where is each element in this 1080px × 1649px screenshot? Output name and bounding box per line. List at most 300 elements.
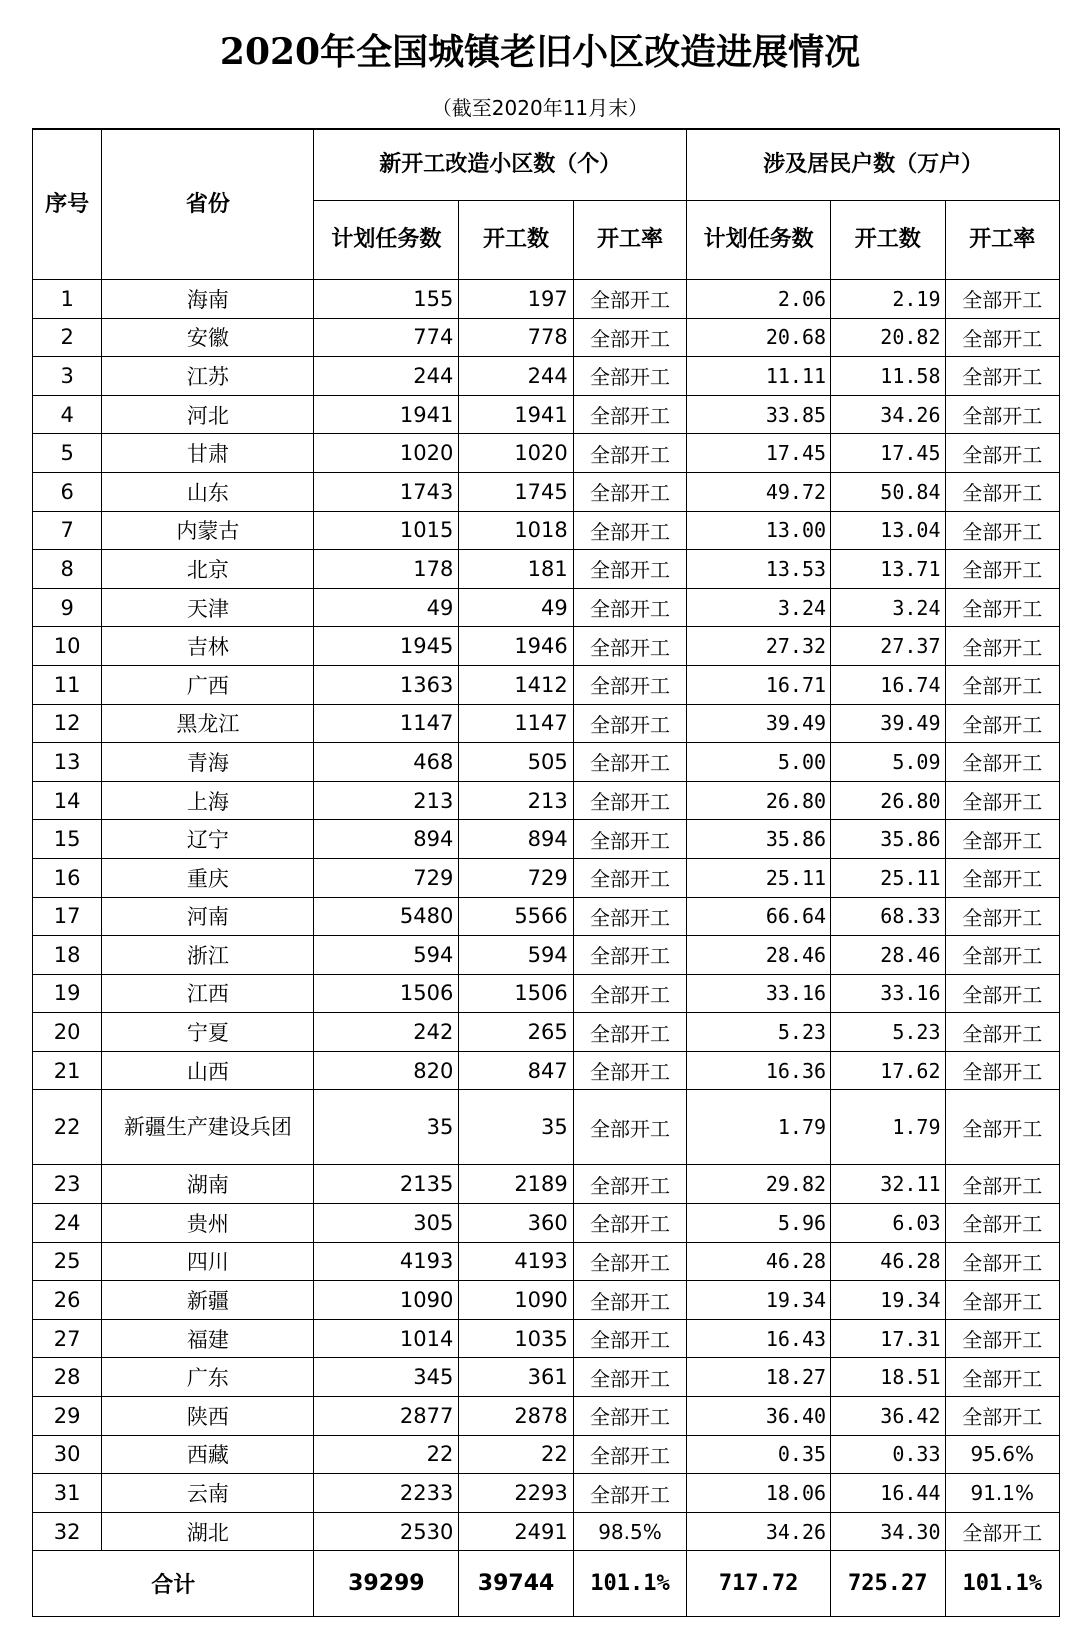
table-row xyxy=(33,820,1060,859)
cell-households-plan: 5.96 xyxy=(687,1204,831,1243)
cell-households-started: 36.42 xyxy=(831,1397,945,1436)
cell-households-rate: 全部开工 xyxy=(945,897,1060,936)
cell-communities-rate: 全部开工 xyxy=(573,280,686,319)
cell-communities-started: 1946 xyxy=(459,627,573,666)
table-body xyxy=(33,280,1060,1551)
cell-households-plan: 46.28 xyxy=(687,1242,831,1281)
cell-households-plan: 11.11 xyxy=(687,357,831,396)
table-row xyxy=(33,974,1060,1013)
total-communities-plan: 39299 xyxy=(314,1551,459,1617)
cell-index: 6 xyxy=(33,472,102,511)
cell-households-started: 26.80 xyxy=(831,781,945,820)
cell-households-plan: 1.79 xyxy=(687,1090,831,1165)
table-row xyxy=(33,781,1060,820)
cell-communities-started: 2491 xyxy=(459,1512,573,1551)
cell-communities-rate: 全部开工 xyxy=(573,897,686,936)
table-row xyxy=(33,1512,1060,1551)
cell-communities-rate: 全部开工 xyxy=(573,395,686,434)
cell-communities-rate: 全部开工 xyxy=(573,936,686,975)
cell-households-rate: 全部开工 xyxy=(945,588,1060,627)
cell-province: 陕西 xyxy=(102,1397,314,1436)
cell-province: 浙江 xyxy=(102,936,314,975)
cell-communities-started: 197 xyxy=(459,280,573,319)
cell-households-rate: 91.1% xyxy=(945,1474,1060,1513)
header-households-started: 开工数 xyxy=(831,201,945,280)
cell-households-rate: 全部开工 xyxy=(945,936,1060,975)
table-row xyxy=(33,318,1060,357)
cell-communities-rate: 全部开工 xyxy=(573,1013,686,1052)
table-row xyxy=(33,1474,1060,1513)
cell-households-plan: 16.36 xyxy=(687,1051,831,1090)
cell-communities-plan: 468 xyxy=(314,743,459,782)
cell-index: 11 xyxy=(33,665,102,704)
cell-communities-started: 2878 xyxy=(459,1397,573,1436)
cell-households-plan: 0.35 xyxy=(687,1435,831,1474)
cell-households-plan: 66.64 xyxy=(687,897,831,936)
cell-households-started: 17.45 xyxy=(831,434,945,473)
cell-index: 19 xyxy=(33,974,102,1013)
total-label: 合计 xyxy=(33,1551,314,1617)
total-households-plan: 717.72 xyxy=(687,1551,831,1617)
cell-index: 15 xyxy=(33,820,102,859)
cell-province: 天津 xyxy=(102,588,314,627)
table-row xyxy=(33,511,1060,550)
table-row xyxy=(33,1090,1060,1165)
cell-index: 16 xyxy=(33,858,102,897)
cell-index: 7 xyxy=(33,511,102,550)
cell-communities-started: 1090 xyxy=(459,1281,573,1320)
cell-index: 18 xyxy=(33,936,102,975)
cell-communities-plan: 2135 xyxy=(314,1165,459,1204)
cell-index: 10 xyxy=(33,627,102,666)
cell-households-plan: 33.85 xyxy=(687,395,831,434)
cell-households-plan: 18.06 xyxy=(687,1474,831,1513)
cell-index: 23 xyxy=(33,1165,102,1204)
table-row xyxy=(33,472,1060,511)
cell-households-started: 0.33 xyxy=(831,1435,945,1474)
cell-households-started: 32.11 xyxy=(831,1165,945,1204)
cell-households-started: 50.84 xyxy=(831,472,945,511)
table-row xyxy=(33,1319,1060,1358)
cell-communities-started: 2189 xyxy=(459,1165,573,1204)
cell-households-started: 5.09 xyxy=(831,743,945,782)
cell-households-rate: 全部开工 xyxy=(945,1013,1060,1052)
cell-communities-plan: 1020 xyxy=(314,434,459,473)
cell-province: 黑龙江 xyxy=(102,704,314,743)
table-row xyxy=(33,704,1060,743)
cell-communities-started: 22 xyxy=(459,1435,573,1474)
cell-households-rate: 全部开工 xyxy=(945,472,1060,511)
cell-province: 青海 xyxy=(102,743,314,782)
cell-communities-started: 1147 xyxy=(459,704,573,743)
cell-communities-plan: 244 xyxy=(314,357,459,396)
cell-communities-started: 1020 xyxy=(459,434,573,473)
cell-communities-plan: 242 xyxy=(314,1013,459,1052)
cell-households-rate: 全部开工 xyxy=(945,395,1060,434)
cell-households-plan: 27.32 xyxy=(687,627,831,666)
cell-index: 3 xyxy=(33,357,102,396)
table-row xyxy=(33,1397,1060,1436)
cell-households-plan: 29.82 xyxy=(687,1165,831,1204)
cell-communities-rate: 全部开工 xyxy=(573,588,686,627)
cell-households-rate: 全部开工 xyxy=(945,1051,1060,1090)
cell-province: 山东 xyxy=(102,472,314,511)
cell-households-started: 35.86 xyxy=(831,820,945,859)
cell-households-plan: 26.80 xyxy=(687,781,831,820)
cell-households-plan: 28.46 xyxy=(687,936,831,975)
cell-index: 5 xyxy=(33,434,102,473)
table-row xyxy=(33,1013,1060,1052)
cell-households-started: 13.71 xyxy=(831,550,945,589)
cell-communities-started: 894 xyxy=(459,820,573,859)
header-index: 序号 xyxy=(33,129,102,280)
cell-communities-rate: 全部开工 xyxy=(573,1204,686,1243)
cell-communities-rate: 全部开工 xyxy=(573,627,686,666)
cell-households-rate: 全部开工 xyxy=(945,1204,1060,1243)
cell-communities-plan: 894 xyxy=(314,820,459,859)
cell-province: 西藏 xyxy=(102,1435,314,1474)
cell-province: 海南 xyxy=(102,280,314,319)
cell-index: 21 xyxy=(33,1051,102,1090)
header-households-plan: 计划任务数 xyxy=(687,201,831,280)
cell-households-started: 19.34 xyxy=(831,1281,945,1320)
cell-index: 8 xyxy=(33,550,102,589)
cell-province: 贵州 xyxy=(102,1204,314,1243)
cell-province: 云南 xyxy=(102,1474,314,1513)
cell-communities-started: 1506 xyxy=(459,974,573,1013)
cell-households-rate: 全部开工 xyxy=(945,858,1060,897)
cell-communities-started: 49 xyxy=(459,588,573,627)
cell-households-started: 5.23 xyxy=(831,1013,945,1052)
cell-households-rate: 全部开工 xyxy=(945,820,1060,859)
cell-households-plan: 39.49 xyxy=(687,704,831,743)
cell-index: 24 xyxy=(33,1204,102,1243)
cell-households-started: 18.51 xyxy=(831,1358,945,1397)
cell-households-rate: 全部开工 xyxy=(945,434,1060,473)
cell-province: 福建 xyxy=(102,1319,314,1358)
cell-households-rate: 全部开工 xyxy=(945,743,1060,782)
header-group-communities: 新开工改造小区数（个） xyxy=(314,129,687,201)
cell-communities-started: 1035 xyxy=(459,1319,573,1358)
cell-households-started: 20.82 xyxy=(831,318,945,357)
cell-households-rate: 95.6% xyxy=(945,1435,1060,1474)
total-households-rate: 101.1% xyxy=(945,1551,1060,1617)
cell-province: 河南 xyxy=(102,897,314,936)
cell-communities-plan: 1090 xyxy=(314,1281,459,1320)
table-row xyxy=(33,1242,1060,1281)
cell-index: 9 xyxy=(33,588,102,627)
page-title: 2020年全国城镇老旧小区改造进展情况 xyxy=(219,31,861,73)
cell-communities-plan: 49 xyxy=(314,588,459,627)
cell-households-rate: 全部开工 xyxy=(945,511,1060,550)
cell-communities-started: 35 xyxy=(459,1090,573,1165)
cell-households-started: 33.16 xyxy=(831,974,945,1013)
cell-communities-plan: 729 xyxy=(314,858,459,897)
cell-communities-started: 181 xyxy=(459,550,573,589)
cell-communities-rate: 全部开工 xyxy=(573,1090,686,1165)
cell-communities-rate: 全部开工 xyxy=(573,858,686,897)
cell-communities-plan: 1941 xyxy=(314,395,459,434)
header-communities-started: 开工数 xyxy=(459,201,573,280)
cell-index: 2 xyxy=(33,318,102,357)
cell-communities-started: 265 xyxy=(459,1013,573,1052)
cell-households-plan: 17.45 xyxy=(687,434,831,473)
cell-households-started: 2.19 xyxy=(831,280,945,319)
cell-province: 新疆生产建设兵团 xyxy=(102,1090,314,1165)
table-row xyxy=(33,897,1060,936)
cell-communities-started: 778 xyxy=(459,318,573,357)
cell-province: 河北 xyxy=(102,395,314,434)
cell-communities-started: 729 xyxy=(459,858,573,897)
table-row xyxy=(33,1204,1060,1243)
cell-index: 27 xyxy=(33,1319,102,1358)
cell-province: 安徽 xyxy=(102,318,314,357)
cell-communities-plan: 2233 xyxy=(314,1474,459,1513)
cell-province: 宁夏 xyxy=(102,1013,314,1052)
cell-index: 12 xyxy=(33,704,102,743)
table-row xyxy=(33,858,1060,897)
cell-communities-plan: 1945 xyxy=(314,627,459,666)
cell-province: 湖南 xyxy=(102,1165,314,1204)
cell-households-plan: 13.00 xyxy=(687,511,831,550)
cell-communities-started: 594 xyxy=(459,936,573,975)
cell-households-rate: 全部开工 xyxy=(945,781,1060,820)
cell-province: 四川 xyxy=(102,1242,314,1281)
cell-province: 上海 xyxy=(102,781,314,820)
cell-communities-plan: 774 xyxy=(314,318,459,357)
cell-households-started: 17.31 xyxy=(831,1319,945,1358)
cell-communities-started: 360 xyxy=(459,1204,573,1243)
cell-households-rate: 全部开工 xyxy=(945,280,1060,319)
cell-households-plan: 19.34 xyxy=(687,1281,831,1320)
progress-table xyxy=(32,128,1060,1617)
cell-communities-plan: 35 xyxy=(314,1090,459,1165)
header-communities-rate: 开工率 xyxy=(573,201,686,280)
cell-communities-plan: 178 xyxy=(314,550,459,589)
cell-households-rate: 全部开工 xyxy=(945,550,1060,589)
cell-communities-started: 1018 xyxy=(459,511,573,550)
header-communities-plan: 计划任务数 xyxy=(314,201,459,280)
cell-index: 31 xyxy=(33,1474,102,1513)
cell-index: 13 xyxy=(33,743,102,782)
cell-households-rate: 全部开工 xyxy=(945,1090,1060,1165)
cell-households-started: 27.37 xyxy=(831,627,945,666)
cell-communities-rate: 全部开工 xyxy=(573,974,686,1013)
cell-households-plan: 36.40 xyxy=(687,1397,831,1436)
header-province: 省份 xyxy=(102,129,314,280)
cell-households-plan: 34.26 xyxy=(687,1512,831,1551)
cell-communities-plan: 155 xyxy=(314,280,459,319)
table-row xyxy=(33,434,1060,473)
cell-communities-rate: 全部开工 xyxy=(573,665,686,704)
cell-province: 广东 xyxy=(102,1358,314,1397)
table-row xyxy=(33,627,1060,666)
cell-households-started: 39.49 xyxy=(831,704,945,743)
table-row xyxy=(33,1165,1060,1204)
cell-households-plan: 5.00 xyxy=(687,743,831,782)
cell-communities-plan: 22 xyxy=(314,1435,459,1474)
cell-index: 20 xyxy=(33,1013,102,1052)
cell-communities-plan: 1506 xyxy=(314,974,459,1013)
cell-communities-rate: 全部开工 xyxy=(573,1319,686,1358)
cell-households-started: 13.04 xyxy=(831,511,945,550)
cell-index: 32 xyxy=(33,1512,102,1551)
table-row xyxy=(33,1358,1060,1397)
cell-households-started: 46.28 xyxy=(831,1242,945,1281)
cell-households-plan: 20.68 xyxy=(687,318,831,357)
cell-households-rate: 全部开工 xyxy=(945,1165,1060,1204)
cell-communities-plan: 213 xyxy=(314,781,459,820)
cell-households-rate: 全部开工 xyxy=(945,357,1060,396)
table-row xyxy=(33,1281,1060,1320)
cell-households-plan: 18.27 xyxy=(687,1358,831,1397)
cell-communities-started: 505 xyxy=(459,743,573,782)
cell-households-plan: 33.16 xyxy=(687,974,831,1013)
page-subtitle: （截至2020年11月末） xyxy=(431,96,649,120)
table-row xyxy=(33,550,1060,589)
cell-communities-rate: 全部开工 xyxy=(573,704,686,743)
cell-households-plan: 25.11 xyxy=(687,858,831,897)
cell-communities-plan: 594 xyxy=(314,936,459,975)
cell-index: 1 xyxy=(33,280,102,319)
cell-households-rate: 全部开工 xyxy=(945,627,1060,666)
cell-households-rate: 全部开工 xyxy=(945,1358,1060,1397)
cell-communities-rate: 全部开工 xyxy=(573,1435,686,1474)
table-row xyxy=(33,1435,1060,1474)
cell-households-started: 34.26 xyxy=(831,395,945,434)
table-row xyxy=(33,665,1060,704)
cell-index: 22 xyxy=(33,1090,102,1165)
cell-communities-rate: 全部开工 xyxy=(573,1165,686,1204)
cell-communities-rate: 全部开工 xyxy=(573,1358,686,1397)
cell-communities-plan: 1015 xyxy=(314,511,459,550)
cell-communities-plan: 820 xyxy=(314,1051,459,1090)
cell-households-plan: 3.24 xyxy=(687,588,831,627)
cell-communities-plan: 345 xyxy=(314,1358,459,1397)
cell-communities-started: 1941 xyxy=(459,395,573,434)
cell-households-started: 28.46 xyxy=(831,936,945,975)
cell-households-started: 11.58 xyxy=(831,357,945,396)
cell-province: 江西 xyxy=(102,974,314,1013)
cell-households-started: 3.24 xyxy=(831,588,945,627)
cell-households-started: 25.11 xyxy=(831,858,945,897)
cell-households-rate: 全部开工 xyxy=(945,665,1060,704)
total-row xyxy=(33,1551,1060,1617)
cell-province: 甘肃 xyxy=(102,434,314,473)
table-row xyxy=(33,357,1060,396)
cell-communities-started: 213 xyxy=(459,781,573,820)
cell-province: 吉林 xyxy=(102,627,314,666)
cell-communities-rate: 全部开工 xyxy=(573,743,686,782)
cell-communities-started: 244 xyxy=(459,357,573,396)
cell-households-started: 34.30 xyxy=(831,1512,945,1551)
cell-households-rate: 全部开工 xyxy=(945,1242,1060,1281)
cell-communities-started: 361 xyxy=(459,1358,573,1397)
cell-communities-rate: 全部开工 xyxy=(573,1242,686,1281)
cell-communities-rate: 全部开工 xyxy=(573,781,686,820)
cell-communities-rate: 全部开工 xyxy=(573,511,686,550)
cell-communities-rate: 全部开工 xyxy=(573,318,686,357)
cell-households-started: 68.33 xyxy=(831,897,945,936)
cell-households-rate: 全部开工 xyxy=(945,974,1060,1013)
header-group-households: 涉及居民户数（万户） xyxy=(687,129,1060,201)
cell-communities-started: 4193 xyxy=(459,1242,573,1281)
table-row xyxy=(33,588,1060,627)
cell-communities-rate: 全部开工 xyxy=(573,472,686,511)
cell-households-rate: 全部开工 xyxy=(945,704,1060,743)
cell-households-rate: 全部开工 xyxy=(945,1512,1060,1551)
cell-communities-rate: 全部开工 xyxy=(573,1397,686,1436)
cell-communities-plan: 1363 xyxy=(314,665,459,704)
cell-communities-rate: 全部开工 xyxy=(573,820,686,859)
cell-communities-rate: 全部开工 xyxy=(573,434,686,473)
cell-communities-plan: 4193 xyxy=(314,1242,459,1281)
cell-households-plan: 5.23 xyxy=(687,1013,831,1052)
cell-households-rate: 全部开工 xyxy=(945,1397,1060,1436)
cell-households-rate: 全部开工 xyxy=(945,1319,1060,1358)
table-row xyxy=(33,395,1060,434)
cell-index: 28 xyxy=(33,1358,102,1397)
cell-households-started: 1.79 xyxy=(831,1090,945,1165)
cell-communities-rate: 全部开工 xyxy=(573,1051,686,1090)
cell-index: 17 xyxy=(33,897,102,936)
cell-index: 26 xyxy=(33,1281,102,1320)
cell-province: 广西 xyxy=(102,665,314,704)
cell-households-started: 6.03 xyxy=(831,1204,945,1243)
cell-households-plan: 2.06 xyxy=(687,280,831,319)
cell-index: 25 xyxy=(33,1242,102,1281)
cell-province: 新疆 xyxy=(102,1281,314,1320)
total-communities-rate: 101.1% xyxy=(573,1551,686,1617)
cell-households-started: 16.44 xyxy=(831,1474,945,1513)
cell-communities-plan: 1147 xyxy=(314,704,459,743)
header-households-rate: 开工率 xyxy=(945,201,1060,280)
cell-households-plan: 16.43 xyxy=(687,1319,831,1358)
cell-province: 重庆 xyxy=(102,858,314,897)
cell-communities-started: 2293 xyxy=(459,1474,573,1513)
cell-index: 14 xyxy=(33,781,102,820)
cell-communities-plan: 305 xyxy=(314,1204,459,1243)
cell-province: 北京 xyxy=(102,550,314,589)
cell-households-rate: 全部开工 xyxy=(945,318,1060,357)
cell-households-started: 16.74 xyxy=(831,665,945,704)
cell-communities-plan: 5480 xyxy=(314,897,459,936)
cell-communities-started: 5566 xyxy=(459,897,573,936)
cell-communities-started: 1745 xyxy=(459,472,573,511)
cell-communities-plan: 1743 xyxy=(314,472,459,511)
table-row xyxy=(33,936,1060,975)
cell-index: 29 xyxy=(33,1397,102,1436)
cell-communities-plan: 1014 xyxy=(314,1319,459,1358)
cell-households-plan: 49.72 xyxy=(687,472,831,511)
cell-communities-rate: 全部开工 xyxy=(573,550,686,589)
cell-communities-started: 847 xyxy=(459,1051,573,1090)
cell-households-plan: 13.53 xyxy=(687,550,831,589)
cell-communities-rate: 全部开工 xyxy=(573,1474,686,1513)
cell-province: 湖北 xyxy=(102,1512,314,1551)
cell-communities-plan: 2877 xyxy=(314,1397,459,1436)
total-households-started: 725.27 xyxy=(831,1551,945,1617)
cell-households-plan: 35.86 xyxy=(687,820,831,859)
cell-communities-started: 1412 xyxy=(459,665,573,704)
cell-households-rate: 全部开工 xyxy=(945,1281,1060,1320)
table-row xyxy=(33,743,1060,782)
cell-province: 内蒙古 xyxy=(102,511,314,550)
cell-index: 4 xyxy=(33,395,102,434)
cell-province: 江苏 xyxy=(102,357,314,396)
cell-province: 辽宁 xyxy=(102,820,314,859)
table-row xyxy=(33,1051,1060,1090)
